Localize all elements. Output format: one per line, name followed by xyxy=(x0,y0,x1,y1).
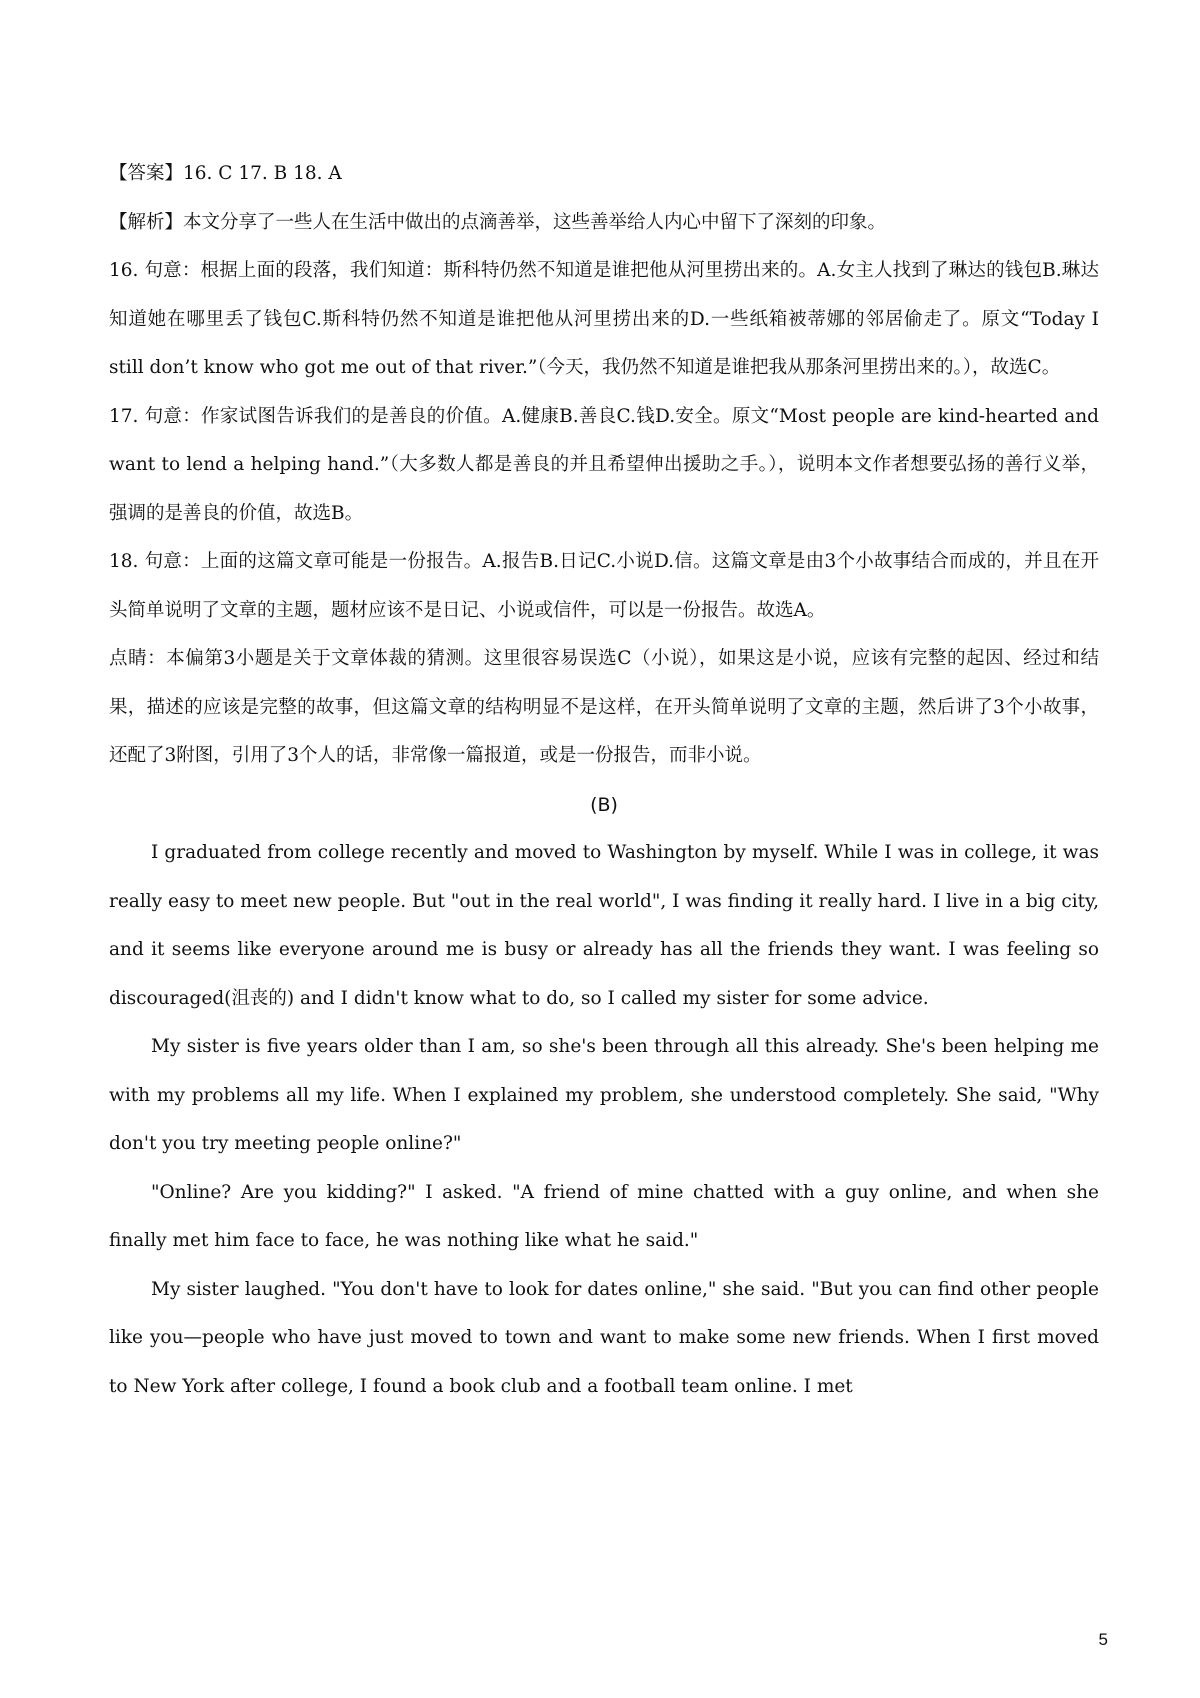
passage-paragraph-4: My sister laughed. "You don't have to look for dates online," she said. "But you can find other people like you—people who have just moved to town and want to make some new friends. When I first moved to New York after college, I found a book club and a football team online. I met xyxy=(109,1278,1099,1397)
passage-paragraph-2: My sister is five years older than I am, so she's been through all this already. She's been helping me with my problems all my life. When I explained my problem, she understood completely. She said, "Why don't you try meeting people online?" xyxy=(109,1036,1099,1154)
question-16-explanation: 16. 句意：根据上面的段落，我们知道：斯科特仍然不知道是谁把他从河里捞出来的。A.女主人找到了琳达的钱包B.琳达知道她在哪里丢了钱包C.斯科特仍然不知道是谁把他从河里捞出来的D.一些纸箱被蒂娜的邻居偷走了。原文“Today I still don’t know who got me out of that river.”（今天，我仍然不知道是谁把我从那条河里捞出来的。），故选C。 xyxy=(109,260,1099,378)
question-17-explanation: 17. 句意：作家试图告诉我们的是善良的价值。A.健康B.善良C.钱D.安全。原文“Most people are kind-hearted and want to lend a helping hand.”（大多数人都是善良的并且希望伸出援助之手。），说明本文作者想要弘扬的善行义举，强调的是善良的价值，故选B。 xyxy=(109,405,1099,524)
passage-paragraph-1: I graduated from college recently and moved to Washington by myself. While I was in college, it was really easy to meet new people. But "out in the real world", I was finding it really hard. I live in a big city, and it seems like everyone around me is busy or already has all the friends they want. I was feeling so discouraged(沮丧的) and I didn't know what to do, so I called my sister for some advice. xyxy=(109,842,1099,1009)
analysis-paragraph: 【解析】本文分享了一些人在生活中做出的点滴善举，这些善举给人内心中留下了深刻的印象。 xyxy=(109,211,887,233)
answer-line: 【答案】16. C 17. B 18. A xyxy=(109,163,342,184)
section-title: (B) xyxy=(590,793,618,816)
page-number: 5 xyxy=(1098,1630,1108,1649)
document-page xyxy=(109,150,1099,1411)
comment-paragraph: 点睛：本偏第3小题是关于文章体裁的猜测。这里很容易误选C（小说），如果这是小说，应该有完整的起因、经过和结果，描述的应该是完整的故事，但这篇文章的结构明显不是这样，在开头简单说明了文章的主题，然后讲了3个小故事，还配了3附图，引用了3个人的话，非常像一篇报道，或是一份报告，而非小说。 xyxy=(109,648,1099,766)
passage-paragraph-3: "Online? Are you kidding?" I asked. "A friend of mine chatted with a guy online, and when she finally met him face to face, he was nothing like what he said." xyxy=(109,1181,1099,1251)
question-18-explanation: 18. 句意：上面的这篇文章可能是一份报告。A.报告B.日记C.小说D.信。这篇文章是由3个小故事结合而成的，并且在开头简单说明了文章的主题，题材应该不是日记、小说或信件，可以是一份报告。故选A。 xyxy=(109,551,1099,621)
